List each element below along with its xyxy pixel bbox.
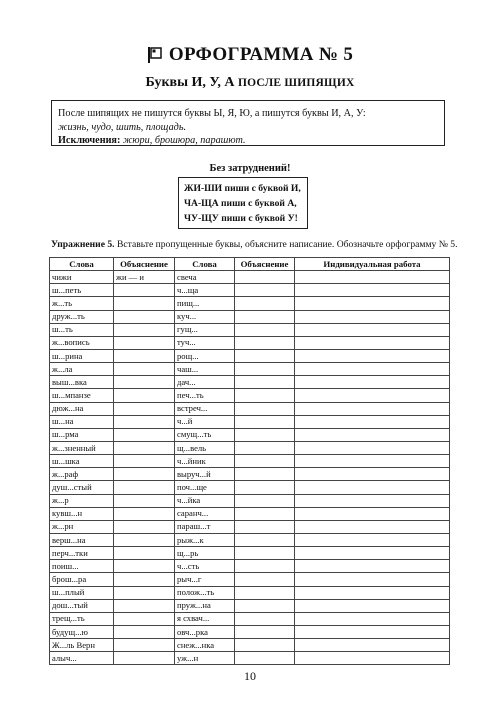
explanation-cell[interactable] — [114, 376, 175, 389]
word-cell: смущ...ть — [175, 428, 235, 441]
explanation-cell[interactable] — [114, 468, 175, 481]
individual-work-cell[interactable] — [295, 336, 450, 349]
table-row — [50, 547, 450, 560]
table-row — [50, 323, 450, 336]
word-cell: ш...рма — [50, 428, 114, 441]
individual-work-cell[interactable] — [295, 271, 450, 284]
explanation-cell[interactable] — [114, 428, 175, 441]
explanation-cell[interactable] — [114, 560, 175, 573]
explanation-cell[interactable] — [114, 639, 175, 652]
word-cell: я схвач... — [175, 612, 235, 625]
explanation-cell[interactable] — [235, 468, 295, 481]
table-row — [50, 560, 450, 573]
explanation-cell[interactable] — [235, 363, 295, 376]
word-cell: ж...вопись — [50, 336, 114, 349]
word-cell: куч... — [175, 310, 235, 323]
table-header-row — [50, 258, 450, 271]
table-row — [50, 441, 450, 454]
explanation-cell[interactable] — [235, 284, 295, 297]
table-row — [50, 586, 450, 599]
word-cell: ш...шка — [50, 455, 114, 468]
word-cell: поиш... — [50, 560, 114, 573]
table-row — [50, 310, 450, 323]
table-row — [50, 494, 450, 507]
individual-work-cell[interactable] — [295, 586, 450, 599]
individual-work-cell[interactable] — [295, 625, 450, 638]
word-cell: полож...ть — [175, 586, 235, 599]
table-row — [50, 625, 450, 638]
table-row — [50, 389, 450, 402]
word-cell: ж...ла — [50, 363, 114, 376]
explanation-cell[interactable] — [114, 533, 175, 546]
word-cell: ш...плый — [50, 586, 114, 599]
explanation-cell[interactable] — [235, 533, 295, 546]
explanation-cell[interactable] — [114, 389, 175, 402]
individual-work-cell[interactable] — [295, 363, 450, 376]
word-cell: дош...тый — [50, 599, 114, 612]
word-cell: чижи — [50, 271, 114, 284]
rule-examples: жизнь, чудо, шить, площадь. — [58, 121, 187, 133]
word-cell: ч...й — [175, 415, 235, 428]
word-cell: уж...н — [175, 652, 235, 665]
table-row — [50, 271, 450, 284]
explanation-cell[interactable] — [114, 586, 175, 599]
individual-work-cell[interactable] — [295, 441, 450, 454]
word-cell: душ...стый — [50, 481, 114, 494]
word-cell: щ...рь — [175, 547, 235, 560]
explanation-cell[interactable] — [235, 586, 295, 599]
word-cell: рыч...г — [175, 573, 235, 586]
hint-line: ЧУ-ЩУ пиши с буквой У! — [184, 213, 298, 224]
word-cell: чаш... — [175, 363, 235, 376]
explanation-cell[interactable] — [235, 336, 295, 349]
table-body — [50, 271, 450, 665]
word-cell: ч...сть — [175, 560, 235, 573]
word-cell: ж...ть — [50, 297, 114, 310]
individual-work-cell[interactable] — [295, 323, 450, 336]
exercise-table — [49, 257, 450, 665]
word-cell: ж...рн — [50, 520, 114, 533]
table-row — [50, 284, 450, 297]
individual-work-cell[interactable] — [295, 455, 450, 468]
subtitle-main: Буквы И, У, А — [145, 75, 235, 90]
explanation-cell[interactable] — [235, 520, 295, 533]
explanation-cell[interactable] — [114, 297, 175, 310]
explanation-cell[interactable] — [114, 402, 175, 415]
word-cell: кувш...н — [50, 507, 114, 520]
explanation-cell[interactable] — [235, 323, 295, 336]
column-header: Индивидуальная работа — [295, 258, 450, 271]
word-cell: ш...петь — [50, 284, 114, 297]
table-row — [50, 336, 450, 349]
individual-work-cell[interactable] — [295, 573, 450, 586]
explanation-cell[interactable] — [114, 494, 175, 507]
explanation-cell[interactable] — [235, 560, 295, 573]
word-cell: щ...вель — [175, 441, 235, 454]
subtitle-small: ПОСЛЕ ШИПЯЩИХ — [238, 77, 355, 89]
table-row — [50, 468, 450, 481]
word-cell: брош...ра — [50, 573, 114, 586]
page-number: 10 — [244, 669, 256, 683]
table-row — [50, 415, 450, 428]
word-cell: алыч... — [50, 652, 114, 665]
word-cell: ч...ща — [175, 284, 235, 297]
hint-line: ЖИ-ШИ пиши с буквой И, — [184, 183, 301, 194]
explanation-cell[interactable] — [235, 402, 295, 415]
exercise-instruction — [51, 239, 471, 250]
word-cell: будущ...ю — [50, 625, 114, 638]
table-row — [50, 573, 450, 586]
explanation-cell[interactable] — [235, 625, 295, 638]
word-cell: рощ... — [175, 349, 235, 362]
individual-work-cell[interactable] — [295, 547, 450, 560]
explanation-cell[interactable] — [235, 310, 295, 323]
word-cell: перч...тки — [50, 547, 114, 560]
title-row — [0, 44, 500, 66]
table-row — [50, 520, 450, 533]
flag-icon — [147, 46, 163, 64]
word-cell: Ж...ль Верн — [50, 639, 114, 652]
explanation-cell[interactable] — [114, 481, 175, 494]
individual-work-cell[interactable] — [295, 376, 450, 389]
individual-work-cell[interactable] — [295, 494, 450, 507]
individual-work-cell[interactable] — [295, 284, 450, 297]
explanation-cell[interactable] — [114, 349, 175, 362]
explanation-cell[interactable] — [114, 612, 175, 625]
rule-line: После шипящих не пишутся буквы Ы, Я, Ю, а пишутся буквы И, А, У: — [58, 108, 366, 119]
explanation-cell[interactable] — [235, 547, 295, 560]
exceptions-text: жюри, брошюра, парашют. — [122, 135, 246, 146]
hint-line: ЧА-ЩА пиши с буквой А, — [184, 198, 297, 209]
hint-box — [178, 177, 308, 229]
word-cell: ж...зненный — [50, 441, 114, 454]
table-row — [50, 455, 450, 468]
individual-work-cell[interactable] — [295, 310, 450, 323]
individual-work-cell[interactable] — [295, 415, 450, 428]
table-row — [50, 533, 450, 546]
explanation-cell[interactable] — [114, 284, 175, 297]
explanation-cell[interactable] — [235, 441, 295, 454]
explanation-cell[interactable] — [235, 494, 295, 507]
column-header: Слова — [50, 258, 114, 271]
table-row — [50, 376, 450, 389]
word-cell: выруч...й — [175, 468, 235, 481]
individual-work-cell[interactable] — [295, 520, 450, 533]
explanation-cell[interactable] — [235, 389, 295, 402]
word-cell: пищ... — [175, 297, 235, 310]
explanation-cell[interactable] — [114, 573, 175, 586]
explanation-cell[interactable] — [114, 323, 175, 336]
explanation-cell[interactable] — [235, 481, 295, 494]
explanation-cell[interactable] — [114, 441, 175, 454]
individual-work-cell[interactable] — [295, 349, 450, 362]
table-row — [50, 599, 450, 612]
explanation-cell[interactable] — [114, 336, 175, 349]
word-cell: гущ... — [175, 323, 235, 336]
individual-work-cell[interactable] — [295, 560, 450, 573]
word-cell: рыж...к — [175, 533, 235, 546]
explanation-cell[interactable] — [235, 652, 295, 665]
word-cell: ж...раф — [50, 468, 114, 481]
word-cell: верш...на — [50, 533, 114, 546]
explanation-cell[interactable] — [235, 507, 295, 520]
word-cell: ш...ть — [50, 323, 114, 336]
individual-work-cell[interactable] — [295, 481, 450, 494]
word-cell: ч...йник — [175, 455, 235, 468]
table-row — [50, 297, 450, 310]
explanation-cell[interactable] — [114, 455, 175, 468]
individual-work-cell[interactable] — [295, 389, 450, 402]
individual-work-cell[interactable] — [295, 599, 450, 612]
exceptions-label: Исключения: — [58, 135, 121, 146]
table-row — [50, 612, 450, 625]
explanation-cell[interactable] — [235, 428, 295, 441]
individual-work-cell[interactable] — [295, 402, 450, 415]
word-cell: трещ...ть — [50, 612, 114, 625]
explanation-cell[interactable] — [235, 271, 295, 284]
individual-work-cell[interactable] — [295, 428, 450, 441]
explanation-cell[interactable] — [114, 599, 175, 612]
word-cell: выш...вка — [50, 376, 114, 389]
word-cell: встреч... — [175, 402, 235, 415]
word-cell: дач... — [175, 376, 235, 389]
individual-work-cell[interactable] — [295, 533, 450, 546]
word-cell: печ...ть — [175, 389, 235, 402]
explanation-cell[interactable] — [114, 652, 175, 665]
word-cell: друж...ть — [50, 310, 114, 323]
explanation-cell[interactable] — [235, 612, 295, 625]
explanation-cell[interactable] — [235, 297, 295, 310]
explanation-cell[interactable] — [114, 520, 175, 533]
page-title: ОРФОГРАММА № 5 — [168, 44, 354, 65]
exercise-text: Вставьте пропущенные буквы, объясните написание. Обозначьте орфограмму № 5. — [116, 239, 458, 250]
column-header: Слова — [175, 258, 235, 271]
explanation-cell[interactable] — [114, 310, 175, 323]
word-cell: дюж...на — [50, 402, 114, 415]
explanation-cell[interactable] — [114, 625, 175, 638]
word-cell: ч...йка — [175, 494, 235, 507]
table-row — [50, 428, 450, 441]
table-row — [50, 481, 450, 494]
individual-work-cell[interactable] — [295, 468, 450, 481]
word-cell: свеча — [175, 271, 235, 284]
word-cell: овч...рка — [175, 625, 235, 638]
word-cell: ш...рина — [50, 349, 114, 362]
word-cell: саранч... — [175, 507, 235, 520]
explanation-cell[interactable] — [235, 349, 295, 362]
explanation-cell[interactable] — [235, 599, 295, 612]
rule-exceptions — [58, 134, 438, 148]
hint-heading: Без затруднений! — [209, 163, 291, 174]
word-cell: туч... — [175, 336, 235, 349]
table-row — [50, 349, 450, 362]
explanation-cell[interactable]: жи — и — [114, 271, 175, 284]
explanation-cell[interactable] — [235, 415, 295, 428]
word-cell: поч...ще — [175, 481, 235, 494]
individual-work-cell[interactable] — [295, 612, 450, 625]
explanation-cell[interactable] — [114, 507, 175, 520]
explanation-cell[interactable] — [114, 363, 175, 376]
individual-work-cell[interactable] — [295, 297, 450, 310]
page-subtitle — [0, 75, 500, 91]
individual-work-cell[interactable] — [295, 507, 450, 520]
individual-work-cell[interactable] — [295, 652, 450, 665]
table-row — [50, 363, 450, 376]
explanation-cell[interactable] — [235, 639, 295, 652]
word-cell: ш...на — [50, 415, 114, 428]
explanation-cell[interactable] — [114, 547, 175, 560]
explanation-cell[interactable] — [235, 376, 295, 389]
word-cell: параш...т — [175, 520, 235, 533]
column-header: Объяснение — [114, 258, 175, 271]
word-cell: снеж...нка — [175, 639, 235, 652]
table-row — [50, 507, 450, 520]
individual-work-cell[interactable] — [295, 639, 450, 652]
word-cell: пруж...на — [175, 599, 235, 612]
word-cell: ш...мпанзе — [50, 389, 114, 402]
explanation-cell[interactable] — [235, 455, 295, 468]
table-row — [50, 639, 450, 652]
exercise-label: Упражнение 5. — [51, 239, 115, 250]
column-header: Объяснение — [235, 258, 295, 271]
rule-box — [51, 100, 445, 146]
explanation-cell[interactable] — [114, 415, 175, 428]
table-row — [50, 652, 450, 665]
table-row — [50, 402, 450, 415]
word-cell: ж...р — [50, 494, 114, 507]
explanation-cell[interactable] — [235, 573, 295, 586]
